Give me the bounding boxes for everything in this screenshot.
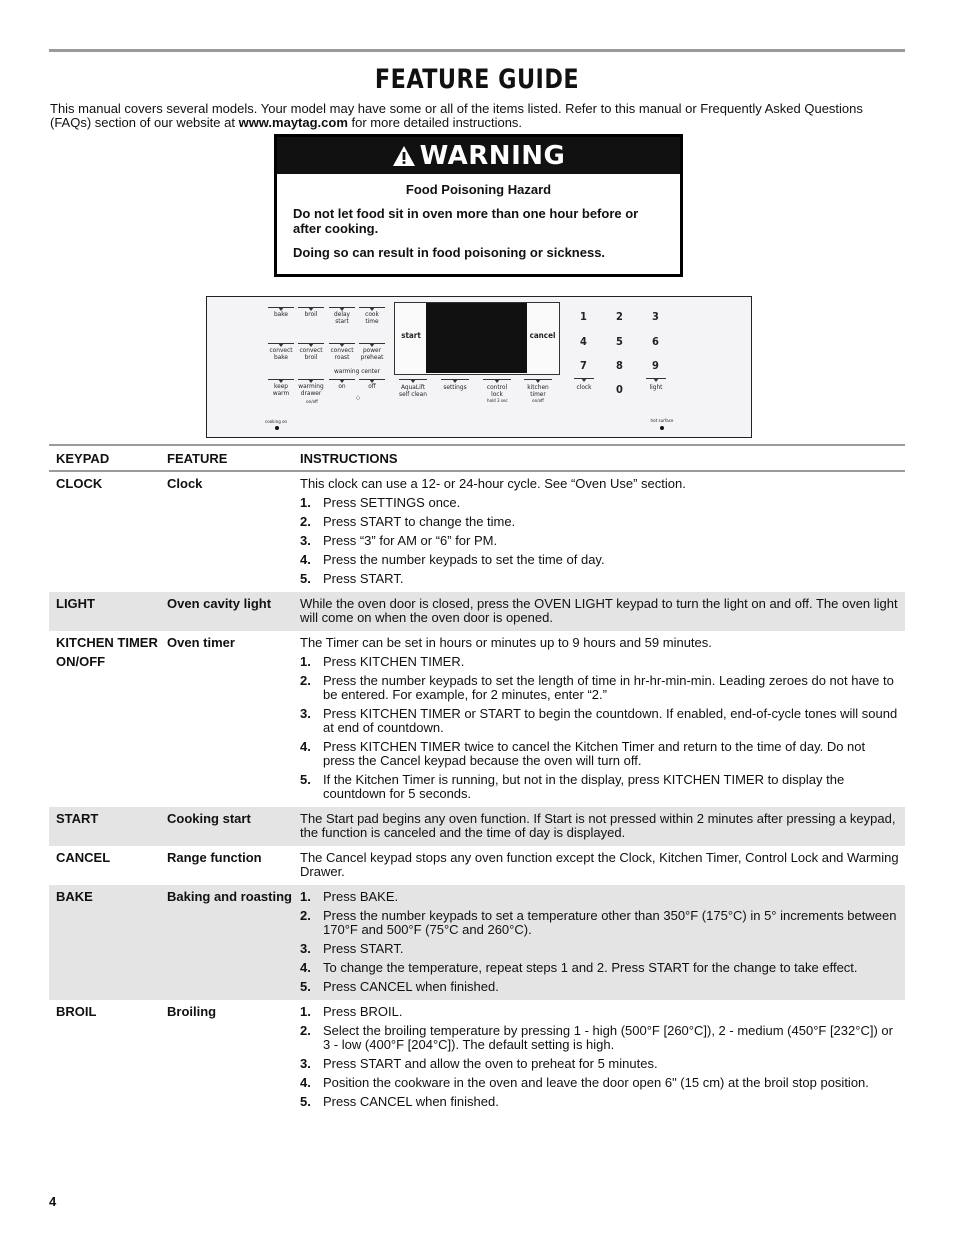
step-text: Press KITCHEN TIMER or START to begin the countdown. If enabled, end-of-cycle tones will sound at end of countdown. — [323, 706, 898, 735]
keypad-cell — [49, 1005, 167, 1109]
step-number: 3. — [300, 1056, 311, 1071]
digit-5-key[interactable]: 5 — [616, 335, 623, 348]
keypad-cell — [49, 636, 167, 801]
feature-cell: Broiling — [167, 1004, 217, 1019]
step-text: Press START. — [323, 571, 404, 586]
step-text: Press START to change the time. — [323, 514, 516, 529]
instruction-text: This clock can use a 12- or 24-hour cycle. See “Oven Use” section. — [300, 476, 686, 491]
header-keypad: KEYPAD — [56, 450, 110, 466]
instruction-step — [300, 1005, 899, 1019]
feature-cell: Clock — [167, 476, 203, 491]
header-feature: FEATURE — [167, 450, 228, 466]
warming-drawer-sub: on/off — [306, 400, 318, 405]
digit-7-key[interactable]: 7 — [580, 359, 587, 372]
step-text: Press START and allow the oven to preheat for 5 minutes. — [323, 1056, 658, 1071]
step-text: Press the number keypads to set a temperature other than 350°F (175°C) in 5° increments between 170°F and 500°F (75°C and 260°C). — [323, 908, 897, 937]
keypad-name: CANCEL — [56, 850, 111, 865]
light-key[interactable]: light — [649, 383, 663, 391]
step-text: Press START. — [323, 941, 404, 956]
instructions-cell — [300, 477, 905, 586]
instruction-step — [300, 961, 899, 975]
warming-drawer-key[interactable]: warming drawer — [298, 382, 324, 397]
instruction-text: The Timer can be set in hours or minutes up to 9 hours and 59 minutes. — [300, 635, 712, 650]
keypad-cell — [49, 851, 167, 879]
step-number: 4. — [300, 960, 311, 975]
instructions-cell — [300, 851, 905, 879]
digit-9-key[interactable]: 9 — [652, 359, 659, 372]
feature-cell: Cooking start — [167, 811, 251, 826]
warning-line-1: Do not let food sit in oven more than one hour before or after cooking. — [293, 206, 639, 236]
step-number: 1. — [300, 1004, 311, 1019]
cooking-on-label: cooking on — [265, 420, 288, 425]
step-number: 3. — [300, 941, 311, 956]
instruction-step — [300, 572, 899, 586]
digit-3-key[interactable]: 3 — [652, 310, 659, 323]
instruction-step — [300, 980, 899, 994]
table-row — [49, 1000, 905, 1115]
feature-cell: Baking and roasting — [167, 889, 292, 904]
warming-on-key[interactable]: on — [338, 382, 346, 390]
keypad-cell — [49, 597, 167, 625]
warning-body — [277, 174, 680, 260]
step-number: 2. — [300, 673, 311, 688]
step-number: 1. — [300, 654, 311, 669]
step-text: Press CANCEL when finished. — [323, 979, 499, 994]
power-preheat-key[interactable]: power preheat — [360, 346, 384, 361]
bake-key[interactable]: bake — [273, 310, 289, 318]
table-row — [49, 631, 905, 807]
instructions-cell — [300, 812, 905, 840]
instruction-text: While the oven door is closed, press the OVEN LIGHT keypad to turn the light on and off. The oven light will come on when the oven door is opened. — [300, 596, 898, 625]
step-number: 3. — [300, 533, 311, 548]
step-text: Press KITCHEN TIMER. — [323, 654, 465, 669]
keypad-name: CLOCK — [56, 476, 103, 491]
digit-4-key[interactable]: 4 — [580, 335, 587, 348]
warning-triangle-icon — [392, 145, 416, 167]
warming-off-key[interactable]: off — [368, 382, 376, 390]
instruction-step — [300, 553, 899, 567]
instructions-cell — [300, 1005, 905, 1109]
instruction-step — [300, 890, 899, 904]
instruction-step — [300, 496, 899, 510]
kitchen-timer-key[interactable]: kitchen timer — [527, 383, 549, 398]
keep-warm-key[interactable]: keep warm — [272, 382, 290, 397]
instruction-step — [300, 674, 899, 702]
warning-box — [274, 134, 683, 277]
instruction-step — [300, 740, 899, 768]
page-number: 4 — [49, 1194, 57, 1209]
instruction-step — [300, 534, 899, 548]
cooking-on-indicator — [275, 426, 279, 430]
step-text: Position the cookware in the oven and leave the door open 6" (15 cm) at the broil stop position. — [323, 1075, 869, 1090]
start-key[interactable]: start — [401, 331, 421, 340]
table-body — [49, 472, 905, 1115]
step-text: Press the number keypads to set the length of time in hr-hr-min-min. Leading zeroes do not have to be entered. For example, for 2 minutes, enter “2.” — [323, 673, 894, 702]
keypad-marker-icon — [581, 378, 587, 382]
step-number: 4. — [300, 1075, 311, 1090]
control-panel-diagram — [206, 296, 752, 438]
clock-key[interactable]: clock — [576, 383, 592, 391]
instruction-step — [300, 707, 899, 735]
step-number: 5. — [300, 979, 311, 994]
digit-1-key[interactable]: 1 — [580, 310, 587, 323]
top-rule — [49, 49, 905, 52]
hot-surface-indicator — [660, 426, 664, 430]
aqualift-self-clean-key[interactable]: AquaLift self clean — [399, 383, 427, 398]
instructions-cell — [300, 890, 905, 994]
step-number: 1. — [300, 889, 311, 904]
display-screen — [426, 303, 527, 373]
table-row — [49, 592, 905, 631]
keypad-name: BROIL — [56, 1004, 97, 1019]
table-row — [49, 472, 905, 592]
kitchen-timer-sub: on/off — [532, 399, 544, 404]
step-text: Select the broiling temperature by pressing 1 - high (500°F [260°C]), 2 - medium (450°F [232°C]) or 3 - low (400°F [204°C]). The default setting is high. — [323, 1023, 893, 1052]
step-text: Press BROIL. — [323, 1004, 403, 1019]
step-text: Press BAKE. — [323, 889, 399, 904]
step-text: If the Kitchen Timer is running, but not in the display, press KITCHEN TIMER to display the countdown for 5 seconds. — [323, 772, 845, 801]
step-text: Press “3” for AM or “6” for PM. — [323, 533, 498, 548]
step-text: To change the temperature, repeat steps 1 and 2. Press START for the change to take effect. — [323, 960, 858, 975]
intro-text: This manual covers several models. Your model may have some or all of the items listed. Refer to this manual or Frequently Asked Questions (FAQs) section of our website at — [50, 101, 863, 130]
step-number: 4. — [300, 739, 311, 754]
keypad-cell — [49, 812, 167, 840]
digit-0-key[interactable]: 0 — [616, 383, 623, 396]
instruction-step — [300, 909, 899, 937]
step-number: 1. — [300, 495, 311, 510]
step-number: 5. — [300, 571, 311, 586]
header-instructions: INSTRUCTIONS — [300, 450, 398, 466]
feature-cell: Oven timer — [167, 635, 235, 650]
broil-key[interactable]: broil — [304, 310, 318, 318]
warning-line-2: Doing so can result in food poisoning or sickness. — [293, 245, 606, 260]
instruction-text: The Start pad begins any oven function. If Start is not pressed within 2 minutes after pressing a keypad, the function is canceled and the time of day is displayed. — [300, 811, 896, 840]
settings-key[interactable]: settings — [443, 383, 467, 391]
cook-time-key[interactable]: cook time — [365, 310, 379, 325]
keypad-marker-icon — [653, 378, 659, 382]
keypad-name: LIGHT — [56, 596, 95, 611]
table-header — [49, 446, 905, 472]
instruction-step — [300, 773, 899, 801]
website-link[interactable]: www.maytag.com — [238, 115, 348, 130]
step-text: Press KITCHEN TIMER twice to cancel the Kitchen Timer and return to the time of day. Do not press the Cancel keypad because the oven will turn off. — [323, 739, 866, 768]
step-number: 4. — [300, 552, 311, 567]
table-row — [49, 807, 905, 846]
keypad-name: START — [56, 811, 99, 826]
warming-level-icon: ⁘ — [354, 394, 362, 404]
keypad-name-secondary: ON/OFF — [56, 654, 106, 669]
convect-broil-key[interactable]: convect broil — [299, 346, 323, 361]
warming-center-label: warming center — [333, 367, 381, 375]
step-text: Press the number keypads to set the time of day. — [323, 552, 605, 567]
control-lock-sub: hold 3 sec — [487, 399, 508, 404]
convect-roast-key[interactable]: convect roast — [330, 346, 354, 361]
instructions-cell — [300, 636, 905, 801]
step-number: 5. — [300, 1094, 311, 1109]
feature-table — [49, 444, 905, 1115]
digit-8-key[interactable]: 8 — [616, 359, 623, 372]
keypad-cell — [49, 477, 167, 586]
instruction-step — [300, 1076, 899, 1090]
step-number: 2. — [300, 514, 311, 529]
instruction-step — [300, 942, 899, 956]
step-text: Press SETTINGS once. — [323, 495, 461, 510]
warning-title: WARNING — [419, 140, 566, 171]
keypad-cell — [49, 890, 167, 994]
keypad-name: KITCHEN TIMER — [56, 635, 158, 650]
instruction-text: The Cancel keypad stops any oven function except the Clock, Kitchen Timer, Control Lock and Warming Drawer. — [300, 850, 899, 879]
step-number: 2. — [300, 1023, 311, 1038]
instruction-step — [300, 1095, 899, 1109]
instruction-step — [300, 1057, 899, 1071]
instruction-step — [300, 515, 899, 529]
instruction-step — [300, 1024, 899, 1052]
feature-cell: Range function — [167, 850, 262, 865]
step-number: 2. — [300, 908, 311, 923]
cancel-key[interactable]: cancel — [529, 331, 556, 340]
step-number: 3. — [300, 706, 311, 721]
digit-2-key[interactable]: 2 — [616, 310, 623, 323]
intro-paragraph — [50, 102, 900, 130]
step-text: Press CANCEL when finished. — [323, 1094, 499, 1109]
hot-surface-label: hot surface — [650, 419, 674, 424]
feature-cell: Oven cavity light — [167, 596, 272, 611]
warning-header — [277, 137, 680, 174]
step-number: 5. — [300, 772, 311, 787]
instructions-cell — [300, 597, 905, 625]
keypad-name: BAKE — [56, 889, 93, 904]
intro-text-end: for more detailed instructions. — [347, 115, 523, 130]
control-lock-key[interactable]: control lock — [486, 383, 508, 398]
instruction-step — [300, 655, 899, 669]
convect-bake-key[interactable]: convect bake — [269, 346, 293, 361]
table-row — [49, 885, 905, 1000]
delay-start-key[interactable]: delay start — [334, 310, 350, 325]
hazard-title: Food Poisoning Hazard — [405, 182, 552, 197]
digit-6-key[interactable]: 6 — [652, 335, 659, 348]
table-row — [49, 846, 905, 885]
page-title: FEATURE GUIDE — [374, 64, 580, 95]
